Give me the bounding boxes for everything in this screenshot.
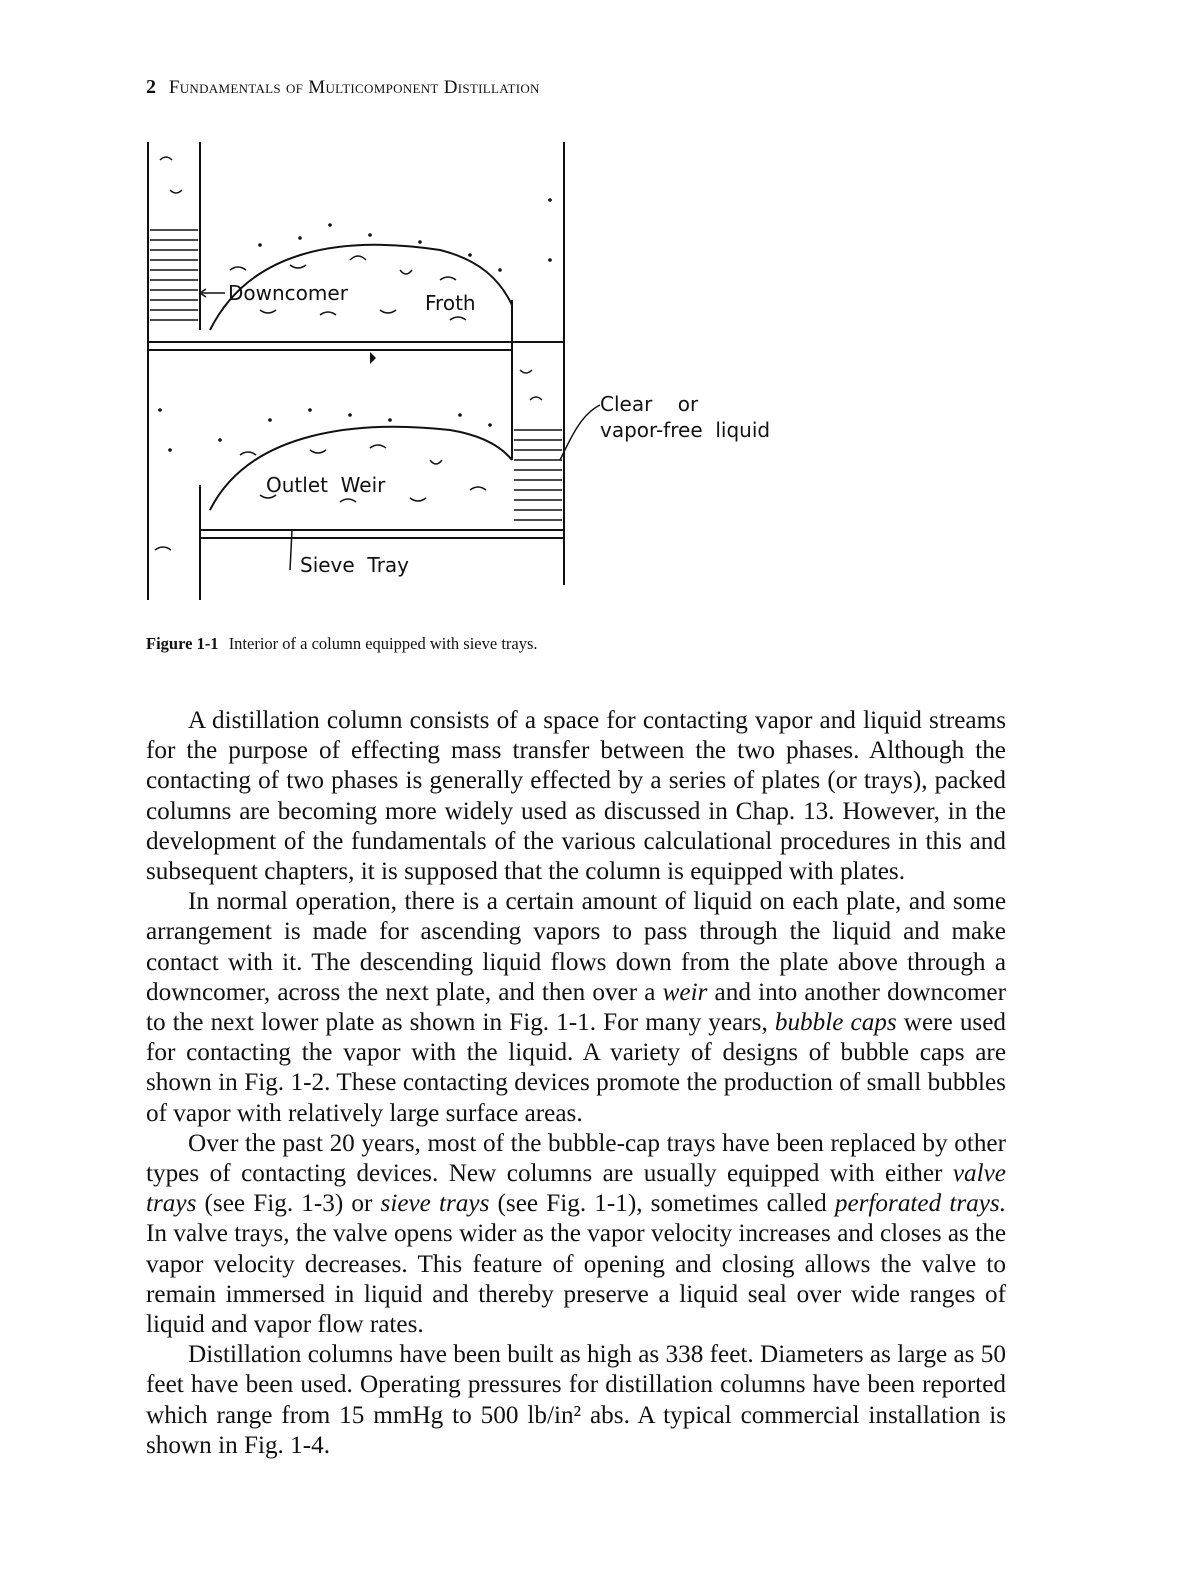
running-header — [146, 76, 540, 99]
vapor-free-liquid-label: vapor-free liquid — [600, 418, 771, 442]
sieve-tray-figure — [140, 130, 820, 620]
figure-caption — [146, 634, 538, 654]
froth-label: Froth — [425, 291, 476, 315]
p3-text-c: (see Fig. 1-1), sometimes called — [489, 1190, 835, 1218]
paragraph-2 — [146, 887, 1006, 1129]
p3-perforated-trays: perforated trays. — [834, 1190, 1007, 1218]
downcomer-label: Downcomer — [228, 281, 348, 305]
p3-text-d: In valve trays, the valve opens wider as the vapor velocity increases and closes as the vapor velocity decreases. This feature of opening and closing allows the valve to remain immersed in liquid and thereby preserve a liquid seal over wide ranges of liquid and vapor flow rates. — [146, 1220, 1006, 1339]
running-title: Fundamentals of Multicomponent Distillation — [168, 77, 540, 98]
p3-text-b: (see Fig. 1-3) or — [196, 1190, 381, 1218]
caption-number: Figure 1-1 — [146, 634, 219, 653]
paragraph-1: A distillation column consists of a space for contacting vapor and liquid streams for the purpose of effecting mass transfer between the two phases. Although the contacting of two phases is generally effected by a series of plates (or trays), packed columns are becoming more widely used as discussed in Chap. 13. However, in the development of the fundamentals of the various calculational procedures in this and subsequent chapters, it is supposed that the column is equipped with plates. — [146, 707, 1006, 886]
body-text — [146, 706, 1006, 1461]
paragraph-3 — [146, 1129, 1006, 1340]
outlet-weir-label: Outlet Weir — [266, 473, 386, 497]
p3-valve-trays: valve trays — [146, 1160, 1006, 1218]
p2-text-c: were used for contacting the vapor with the liquid. A variety of designs of bubble caps are shown in Fig. 1-2. These contacting devices promote the production of small bubbles of vapor with relatively large surface areas. — [146, 1009, 1006, 1127]
page-number: 2 — [146, 76, 157, 98]
sieve-tray-label: Sieve Tray — [300, 553, 410, 577]
paragraph-4: Distillation columns have been built as high as 338 feet. Diameters as large as 50 feet have been used. Operating pressures for distillation columns have been reported which range from 15 mmHg to 500 lb/in² abs. A typical commercial installation is shown in Fig. 1-4. — [146, 1341, 1006, 1459]
p2-text-a: In normal operation, there is a certain amount of liquid on each plate, and some arrangement is made for ascending vapors to pass through the liquid and make contact with it. The descending liquid flows down from the plate above through a downcomer, across the next plate, and then over a — [146, 888, 1006, 1006]
p3-sieve-trays: sieve trays — [380, 1190, 490, 1218]
p3-text-a: Over the past 20 years, most of the bubble-cap trays have been replaced by other types of contacting devices. New columns are usually equipped with either — [146, 1129, 1006, 1188]
p2-bubble-caps: bubble caps — [774, 1009, 897, 1037]
p2-text-b: and into another downcomer to the next lower plate as shown in Fig. 1-1. For many years, — [146, 978, 1006, 1037]
clear-or-label: Clear or — [600, 392, 699, 416]
p2-weir: weir — [662, 978, 708, 1006]
caption-text: Interior of a column equipped with sieve trays. — [228, 634, 538, 653]
